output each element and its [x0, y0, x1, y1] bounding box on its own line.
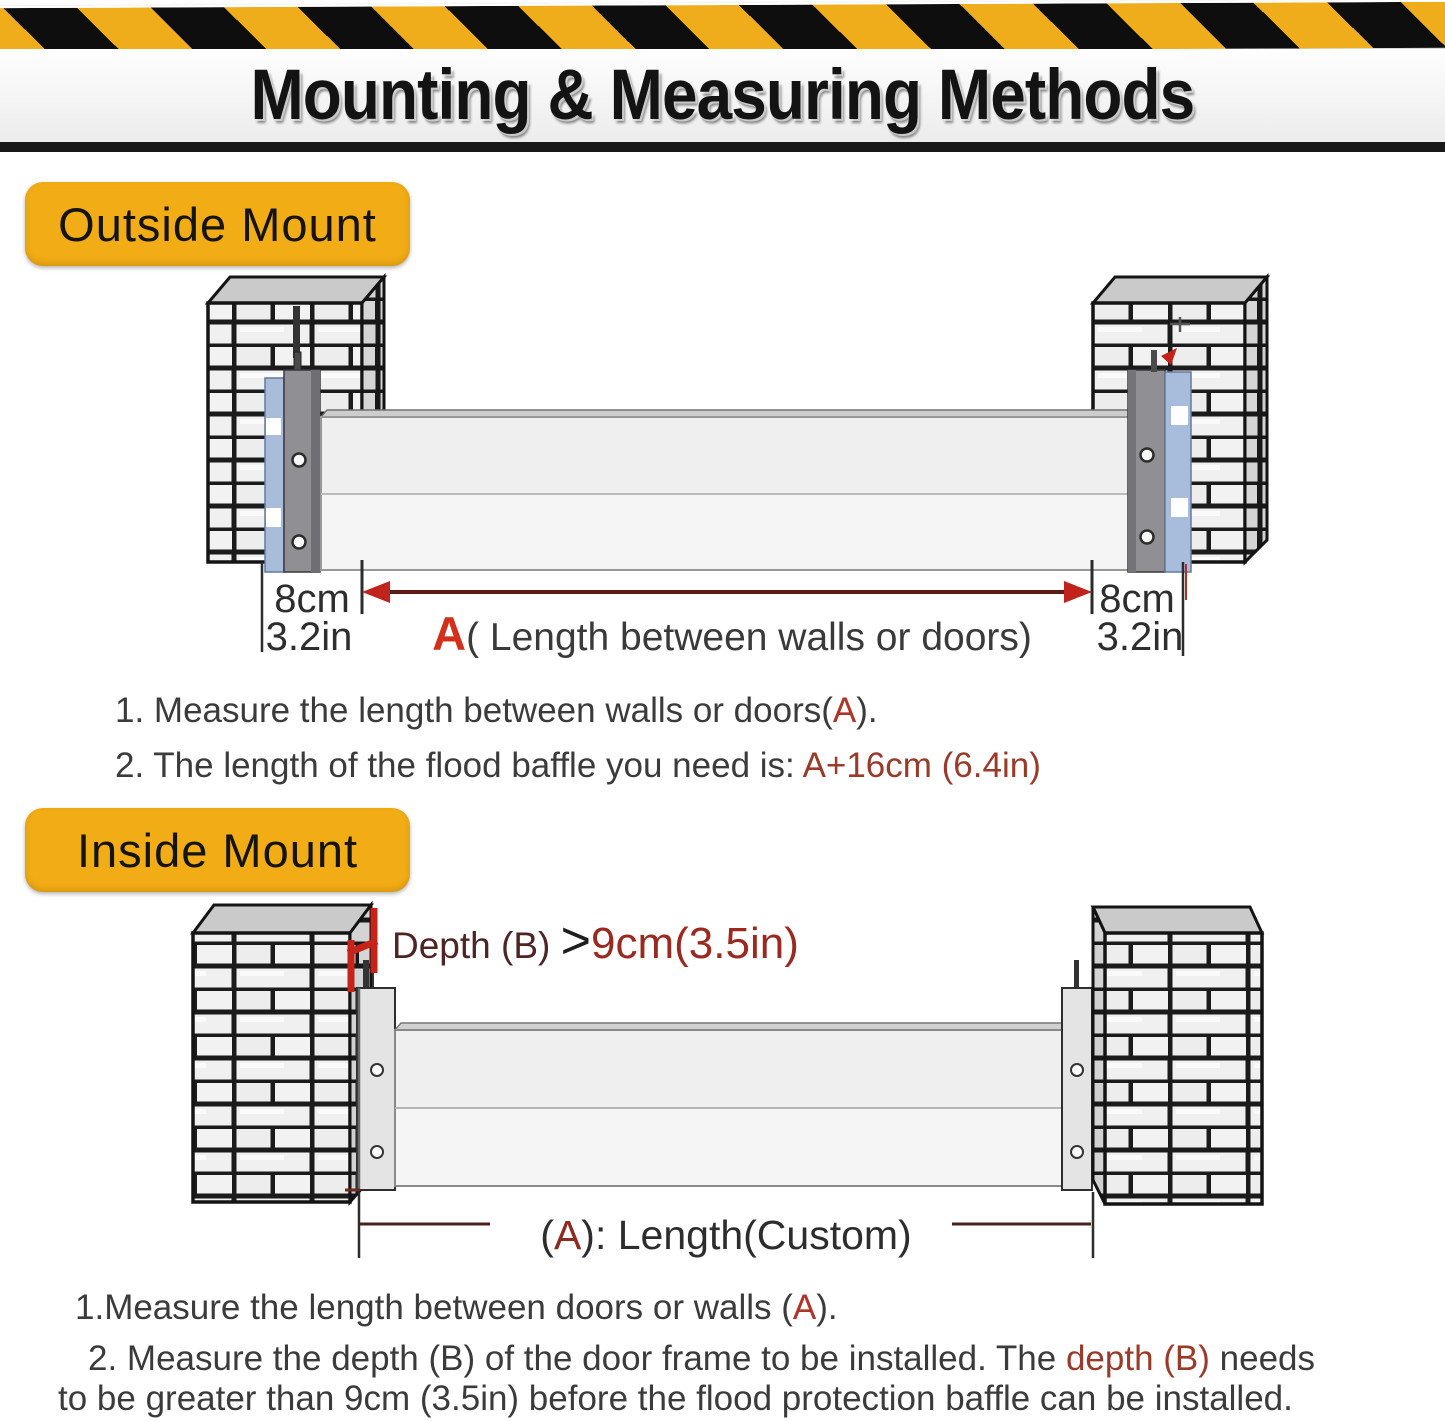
- screw-hole: [371, 1146, 383, 1158]
- mortar-slot-left: [293, 306, 300, 358]
- screw-hole: [1071, 1146, 1083, 1158]
- mounting-plate-left: [357, 988, 395, 1190]
- outside-mount-diagram: [0, 270, 1445, 670]
- dimension-length-A: [345, 1190, 1093, 1258]
- hazard-stripe-band: [0, 0, 1445, 56]
- anchor-pin-right: [1074, 960, 1079, 988]
- anchor-pin-right: [1151, 350, 1157, 372]
- depth-label: Depth (B) >9cm(3.5in): [392, 912, 799, 970]
- inside-mount-instruction-2-cont: to be greater than 9cm (3.5in) before the flood protection baffle can be installed.: [58, 1379, 1293, 1418]
- outside-mount-badge-label: Outside Mount: [58, 197, 377, 251]
- mounting-bracket-right: [1128, 370, 1165, 572]
- inside-mount-instruction-1: 1.Measure the length between doors or walls (A).: [75, 1288, 838, 1327]
- inside-mount-diagram: [0, 900, 1445, 1272]
- screw-hole: [293, 454, 306, 467]
- dimension-arrow-A: [362, 581, 1092, 603]
- screw-hole: [1141, 531, 1154, 544]
- brick-pillar-right: [1093, 907, 1262, 1204]
- mounting-bracket-left: [284, 370, 320, 572]
- svg-text:3.2in: 3.2in: [1096, 615, 1184, 659]
- anchor-pin-left: [363, 960, 369, 988]
- svg-text:8cm: 8cm: [274, 577, 350, 621]
- wall-channel-left: [265, 378, 284, 572]
- instruction-line: 2. The length of the flood baffle you need is: A+16cm (6.4in): [115, 746, 1041, 785]
- mounting-plate-right: [1062, 988, 1092, 1190]
- brick-pillar-left: [193, 905, 371, 1202]
- page-title: Mounting & Measuring Methods: [250, 56, 1195, 135]
- inside-mount-instruction-2: 2. Measure the depth (B) of the door frame to be installed. The depth (B) needs: [88, 1339, 1316, 1378]
- title-bar: [0, 49, 1445, 142]
- flood-barrier-panel: [395, 1023, 1068, 1186]
- dimension-8cm-right: [1092, 560, 1186, 659]
- dimension-label-length: (A): Length(Custom): [540, 1212, 912, 1258]
- screw-hole: [371, 1064, 383, 1076]
- header-rule: [0, 142, 1445, 152]
- dimension-label-A: A( Length between walls or doors): [432, 607, 1032, 660]
- dimension-8cm-left: [262, 560, 362, 659]
- outside-mount-badge: [25, 182, 410, 266]
- inside-mount-badge-label: Inside Mount: [76, 823, 359, 877]
- instruction-line: 1. Measure the length between walls or doors(A).: [115, 691, 878, 730]
- screw-hole: [1141, 449, 1154, 462]
- flood-barrier-panel: [321, 410, 1139, 570]
- outside-mount-instructions: [115, 688, 1041, 789]
- inside-mount-badge: [25, 808, 410, 892]
- svg-text:8cm: 8cm: [1099, 577, 1175, 621]
- screw-hole: [293, 536, 306, 549]
- wall-channel-right: [1165, 372, 1191, 572]
- screw-hole: [1071, 1064, 1083, 1076]
- svg-text:3.2in: 3.2in: [265, 615, 353, 659]
